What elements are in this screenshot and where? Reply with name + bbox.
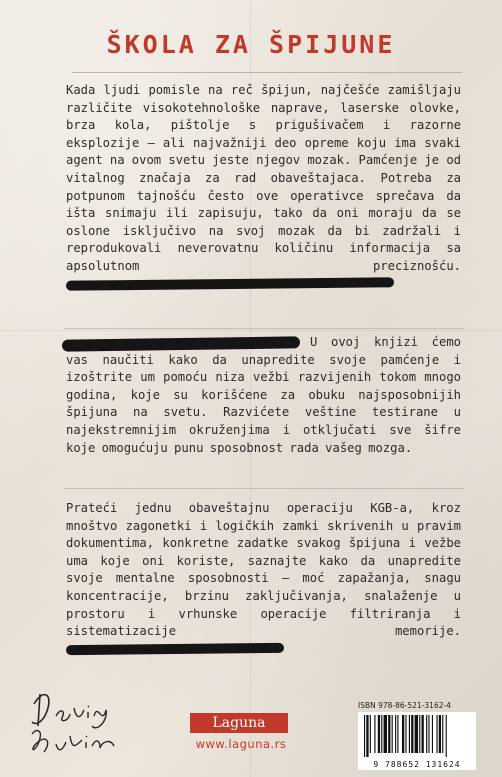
section-divider [64, 488, 464, 489]
barcode-bar [436, 715, 437, 753]
barcode-bar [419, 715, 420, 753]
paragraph-operation [66, 500, 461, 658]
publisher-url: www.laguna.rs [195, 737, 287, 751]
barcode-bar [381, 715, 382, 753]
paragraph-operation-text: Prateći jednu obaveštajnu operaciju KGB-a, kroz mnoštvo zagonetki i logičkih zamki skrivenih u pravim dokumentima, konkretne zadatke svakog špijuna i vežbe uma koje oni koriste, saznajte kako da unapredite svoje mentalne sposobnosti – moć zapažanja, snagu koncentracije, brzinu zaključivanja, snalaženje u prostoru i vrhunske operacije filtriranja i sistematizacije memorije. [66, 501, 461, 639]
barcode-bar [415, 715, 418, 753]
barcode-bar [384, 715, 387, 753]
barcode-bar [422, 715, 424, 753]
redaction-bar [66, 643, 284, 655]
author-signature [22, 682, 152, 762]
barcode-bar [426, 715, 427, 753]
barcode-bar [439, 715, 441, 753]
barcode-bar [378, 715, 380, 753]
barcode-bar [364, 715, 365, 757]
barcode-bar [409, 715, 410, 753]
isbn-label: ISBN 978-86-521-3162-4 [358, 701, 451, 710]
redaction-bar [66, 277, 394, 290]
barcode-bar [370, 715, 371, 753]
barcode-bars [358, 712, 476, 758]
barcode-bar [388, 715, 390, 753]
barcode-bar [397, 715, 398, 753]
section-divider [64, 328, 464, 329]
paragraph-intro [66, 82, 461, 293]
barcode-bar [432, 715, 433, 753]
publisher-logo: Laguna [190, 713, 288, 733]
book-title: ŠKOLA ZA ŠPIJUNE [106, 30, 396, 59]
barcode-bar [442, 715, 443, 753]
barcode-bar [395, 715, 396, 753]
paragraph-book [66, 334, 461, 457]
barcode-bar [402, 715, 404, 753]
barcode-bar [446, 715, 447, 757]
barcode [358, 712, 476, 770]
barcode-bar [411, 715, 413, 753]
barcode-bar [374, 715, 375, 753]
barcode-bar [428, 715, 429, 753]
paper-crease [0, 330, 502, 331]
paragraph-book-text: U ovoj knjizi ćemo vas naučiti kako da unapredite svoje pamćenje i izoštrite um pomoću niza vežbi razvijenih tokom mnogo godina, koje su korišćene za obuku najsposobnijih špijuna na svetu. Razvićete veštine testirane u najekstremnijim okruženjima i otključati sve šifre koje omogućuju punu sposobnost rada vašeg mozga. [66, 335, 461, 455]
barcode-bar [366, 715, 368, 757]
barcode-bar [405, 715, 406, 753]
barcode-digits: 9 788652 131624 [373, 760, 461, 769]
barcode-bar [392, 715, 393, 753]
title-divider [72, 72, 462, 73]
paragraph-intro-text: Kada ljudi pomisle na reč špijun, najčešće zamišljaju različite visokotehnološke naprave, laserske olovke, brza kola, pištolje s prigušivačem i razorne eksplozije – ali najvažniji deo opreme koju ima svaki agent na ovom svetu jeste njegov mozak. Pamćenje je od vitalnog značaja za rad obaveštajaca. Potreba za potpunom tajnošću često ove operativce sprečava da išta snimaju ili zapisuju, tako da oni moraju da se oslone isključivo na svoj mozak da bi zadržali i reprodukovali neverovatnu količinu informacija sa apsolutnom preciznošću. [66, 83, 461, 273]
